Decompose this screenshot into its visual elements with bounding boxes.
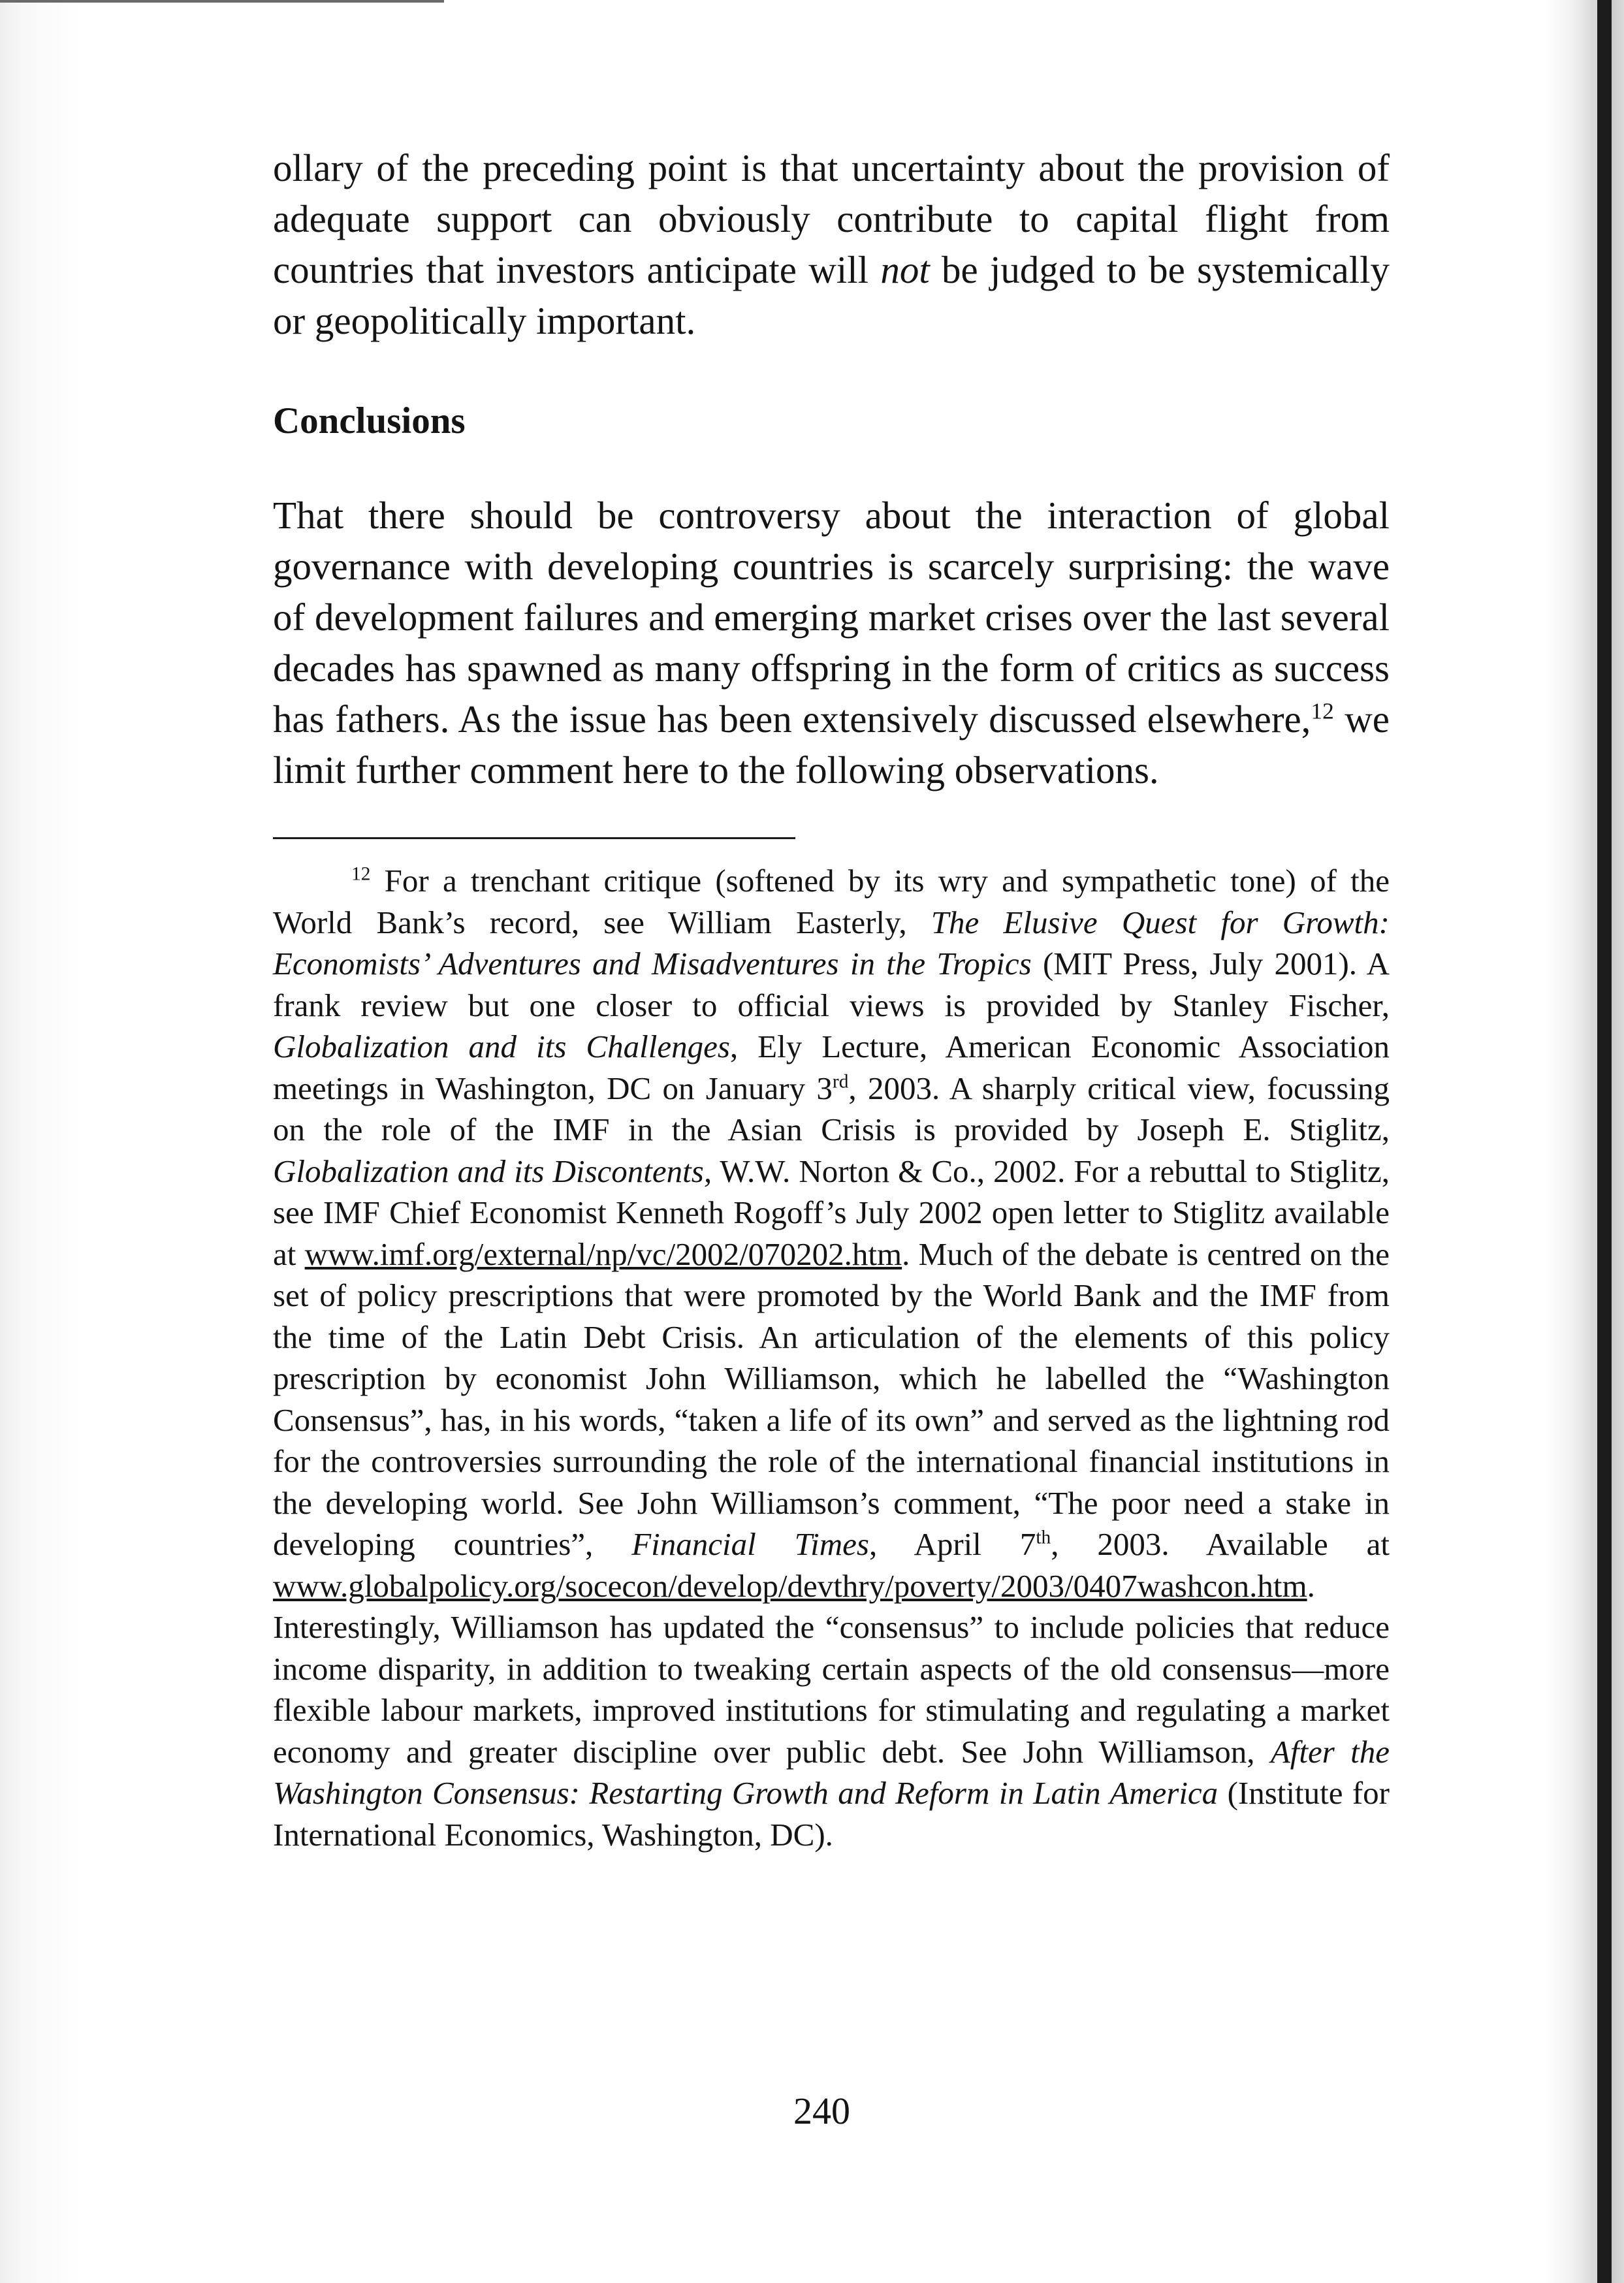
- scan-top-rule: [0, 0, 444, 3]
- globalpolicy-link[interactable]: www.globalpolicy.org/socecon/develop/devthry/poverty/2003/0407washcon.htm: [273, 1567, 1307, 1604]
- ordinal-suffix: th: [1036, 1527, 1051, 1548]
- book-title: Globalization and its Discontents,: [273, 1153, 712, 1189]
- footnote-text: , 2003. A sharply critical view, focussing on the role of the IMF in the Asian Crisis is provided by Joseph E. Stiglitz,: [273, 1070, 1390, 1147]
- footnote-text: , April 7: [869, 1526, 1036, 1562]
- paragraph-text: That there should be controversy about the interaction of global governance with developing countries is scarcely surprising: the wave of development failures and emerging market crises over the last several decades has spawned as many offspring in the form of critics as success has fathers. As the issue has been extensively discussed elsewhere,: [273, 494, 1390, 741]
- footnote-text: . Much of the debate is centred on the set of policy prescriptions that were promoted by the World Bank and the IMF from the time of the Latin Debt Crisis. An articulation of the elements of this policy prescription by economist John Williamson, which he labelled the “Washington Consensus”, has, in his words, “taken a life of its own” and served as the lightning rod for the controversies surrounding the role of the international financial institutions in the developing world. See John Williamson’s comment, “The poor need a stake in developing countries”,: [273, 1236, 1390, 1562]
- scan-left-edge: [0, 0, 78, 2283]
- footnote-text: W.W. Norton & Co., 2002. For a rebuttal to Stiglitz, see IMF Chief Economist Kenneth Rogoff’s July 2002 open letter to Stiglitz available at: [273, 1153, 1390, 1272]
- footnote-text: , Ely Lecture, American Economic Association meetings in Washington, DC on January 3: [273, 1029, 1390, 1106]
- conclusions-paragraph: [273, 490, 1390, 795]
- ordinal-suffix: rd: [832, 1071, 849, 1093]
- footnote-text: . Interestingly, Williamson has updated the “consensus” to include policies that reduce income disparity, in addition to tweaking certain aspects of the old consensus—more flexible labour markets, improved institutions for stimulating and regulating a market economy and greater discipline over public debt. See John Williamson,: [273, 1567, 1390, 1770]
- footnote-text: (Institute for International Economics, Washington, DC).: [273, 1775, 1390, 1853]
- section-heading: Conclusions: [273, 400, 466, 441]
- book-title: After the Washington Consensus: Restarting Growth and Reform in Latin America: [273, 1733, 1390, 1811]
- scan-binding-shadow: [1597, 0, 1612, 2283]
- page-number: 240: [793, 2090, 850, 2132]
- footnote-reference[interactable]: 12: [1311, 697, 1334, 724]
- imf-link[interactable]: www.imf.org/external/np/vc/2002/070202.htm: [304, 1236, 902, 1272]
- lecture-title: Globalization and its Challenges: [273, 1029, 730, 1064]
- footnote-text: (MIT Press, July 2001). A frank review but one closer to official views is provided by Stanley Fischer,: [273, 946, 1390, 1023]
- page-content: [273, 142, 1390, 1887]
- footnote-separator: [273, 837, 795, 839]
- paragraph-text: be judged to be systemically or geopolitically important.: [273, 248, 1390, 342]
- paragraph-text: we limit further comment here to the following observations.: [273, 697, 1390, 791]
- newspaper-title: Financial Times: [631, 1526, 869, 1562]
- paragraph-continued: [273, 142, 1390, 346]
- footnote-marker: 12: [351, 863, 371, 885]
- scan-right-edge: [1545, 0, 1624, 2283]
- footnote-text: For a trenchant critique (softened by its wry and sympathetic tone) of the World Bank’s record, see William Easterly,: [273, 863, 1390, 940]
- footnote-12: [273, 860, 1390, 1855]
- footnote-text: , 2003. Available at: [1051, 1526, 1390, 1562]
- book-title: The Elusive Quest for Growth: Economists’ Adventures and Misadventures in the Tropics: [273, 904, 1390, 982]
- paragraph-text: ollary of the preceding point is that uncertainty about the provision of adequate support can obviously contribute to capital flight from countries that investors anticipate will: [273, 146, 1390, 291]
- emphasis-text: not: [880, 248, 930, 291]
